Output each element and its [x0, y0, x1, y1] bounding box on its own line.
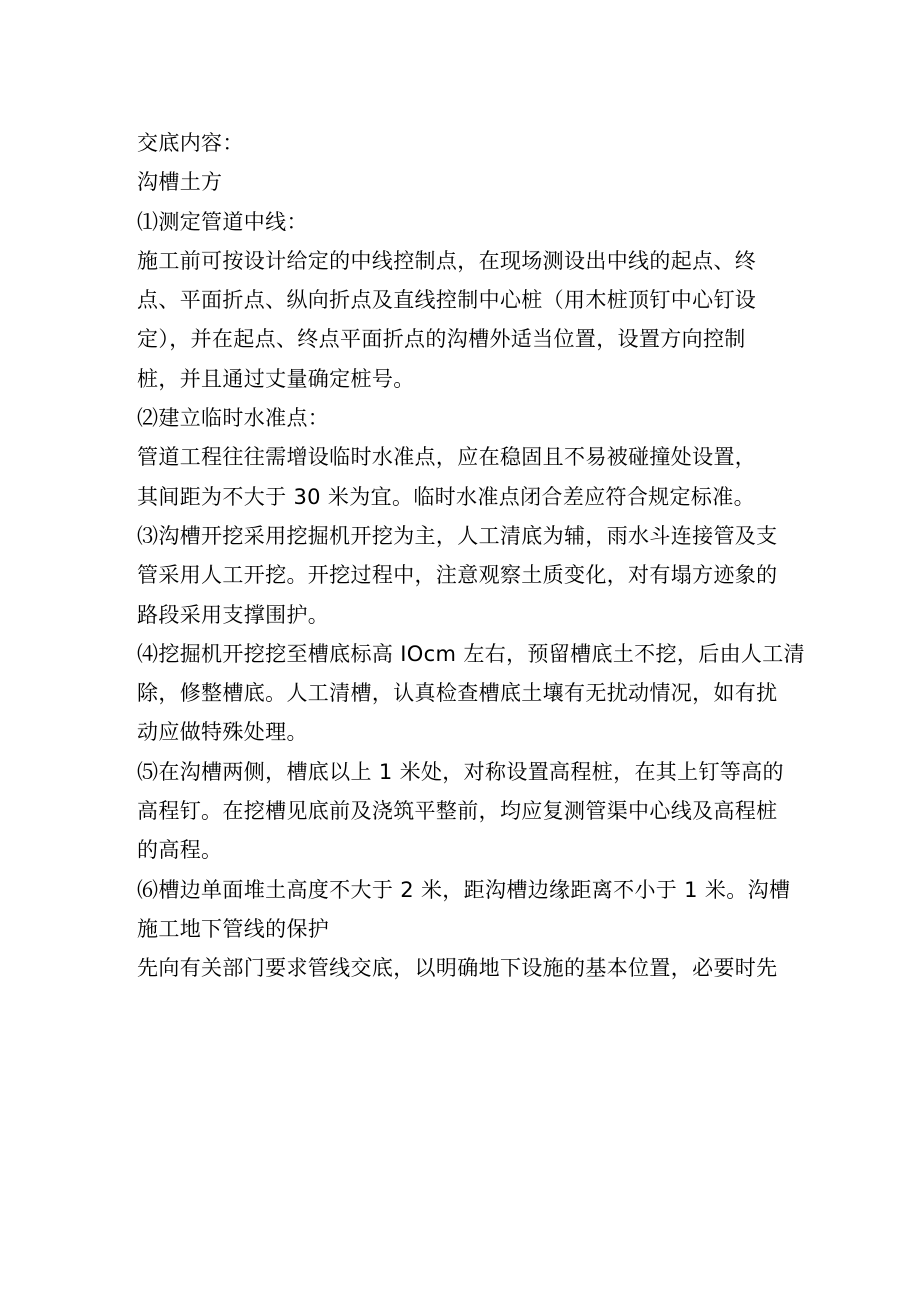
item-1-title: ⑴测定管道中线：: [137, 209, 308, 234]
heading-underground-pipeline-protection: 施工地下管线的保护: [137, 916, 330, 941]
item-6-line: ⑹槽边单面堆土高度不大于 2 米，距沟槽边缘距离不小于 1 米。沟槽: [137, 877, 791, 902]
paragraph-line: 施工前可按设计给定的中线控制点，在现场测设出中线的起点、终: [137, 248, 757, 273]
paragraph-line: 除，修整槽底。人工清槽，认真检查槽底土壤有无扰动情况，如有扰: [137, 681, 778, 706]
item-5-line: ⑸在沟槽两侧，槽底以上 1 米处，对称设置高程桩，在其上钉等高的: [137, 759, 784, 784]
paragraph-line: 管采用人工开挖。开挖过程中，注意观察土质变化，对有塌方迹象的: [137, 563, 778, 588]
heading-trench-earthwork: 沟槽土方: [137, 170, 223, 195]
paragraph-line: 动应做特殊处理。: [137, 720, 308, 745]
paragraph-line: 管道工程往往需增设临时水准点，应在稳固且不易被碰撞处设置，: [137, 445, 757, 470]
paragraph-line: 定），并在起点、终点平面折点的沟槽外适当位置，设置方向控制: [137, 327, 746, 352]
paragraph-line: 桩，并且通过丈量确定桩号。: [137, 366, 415, 391]
heading-disclosure-content: 交底内容：: [137, 131, 244, 155]
document-body: [137, 124, 805, 989]
item-4-line: ⑷挖掘机开挖挖至槽底标高 IOcm 左右，预留槽底土不挖，后由人工清: [137, 641, 805, 666]
paragraph-line: 点、平面折点、纵向折点及直线控制中心桩（用木桩顶钉中心钉设: [137, 288, 757, 313]
paragraph-line: 先向有关部门要求管线交底，以明确地下设施的基本位置，必要时先: [137, 956, 778, 981]
paragraph-line: 其间距为不大于 30 米为宜。临时水准点闭合差应符合规定标准。: [137, 484, 755, 509]
paragraph-line: 的高程。: [137, 838, 223, 863]
paragraph-line: 高程钉。在挖槽见底前及浇筑平整前，均应复测管渠中心线及高程桩: [137, 799, 778, 824]
item-3-line: ⑶沟槽开挖采用挖掘机开挖为主，人工清底为辅，雨水斗连接管及支: [137, 523, 778, 548]
paragraph-line: 路段采用支撑围护。: [137, 602, 330, 627]
item-2-title: ⑵建立临时水准点：: [137, 406, 330, 431]
